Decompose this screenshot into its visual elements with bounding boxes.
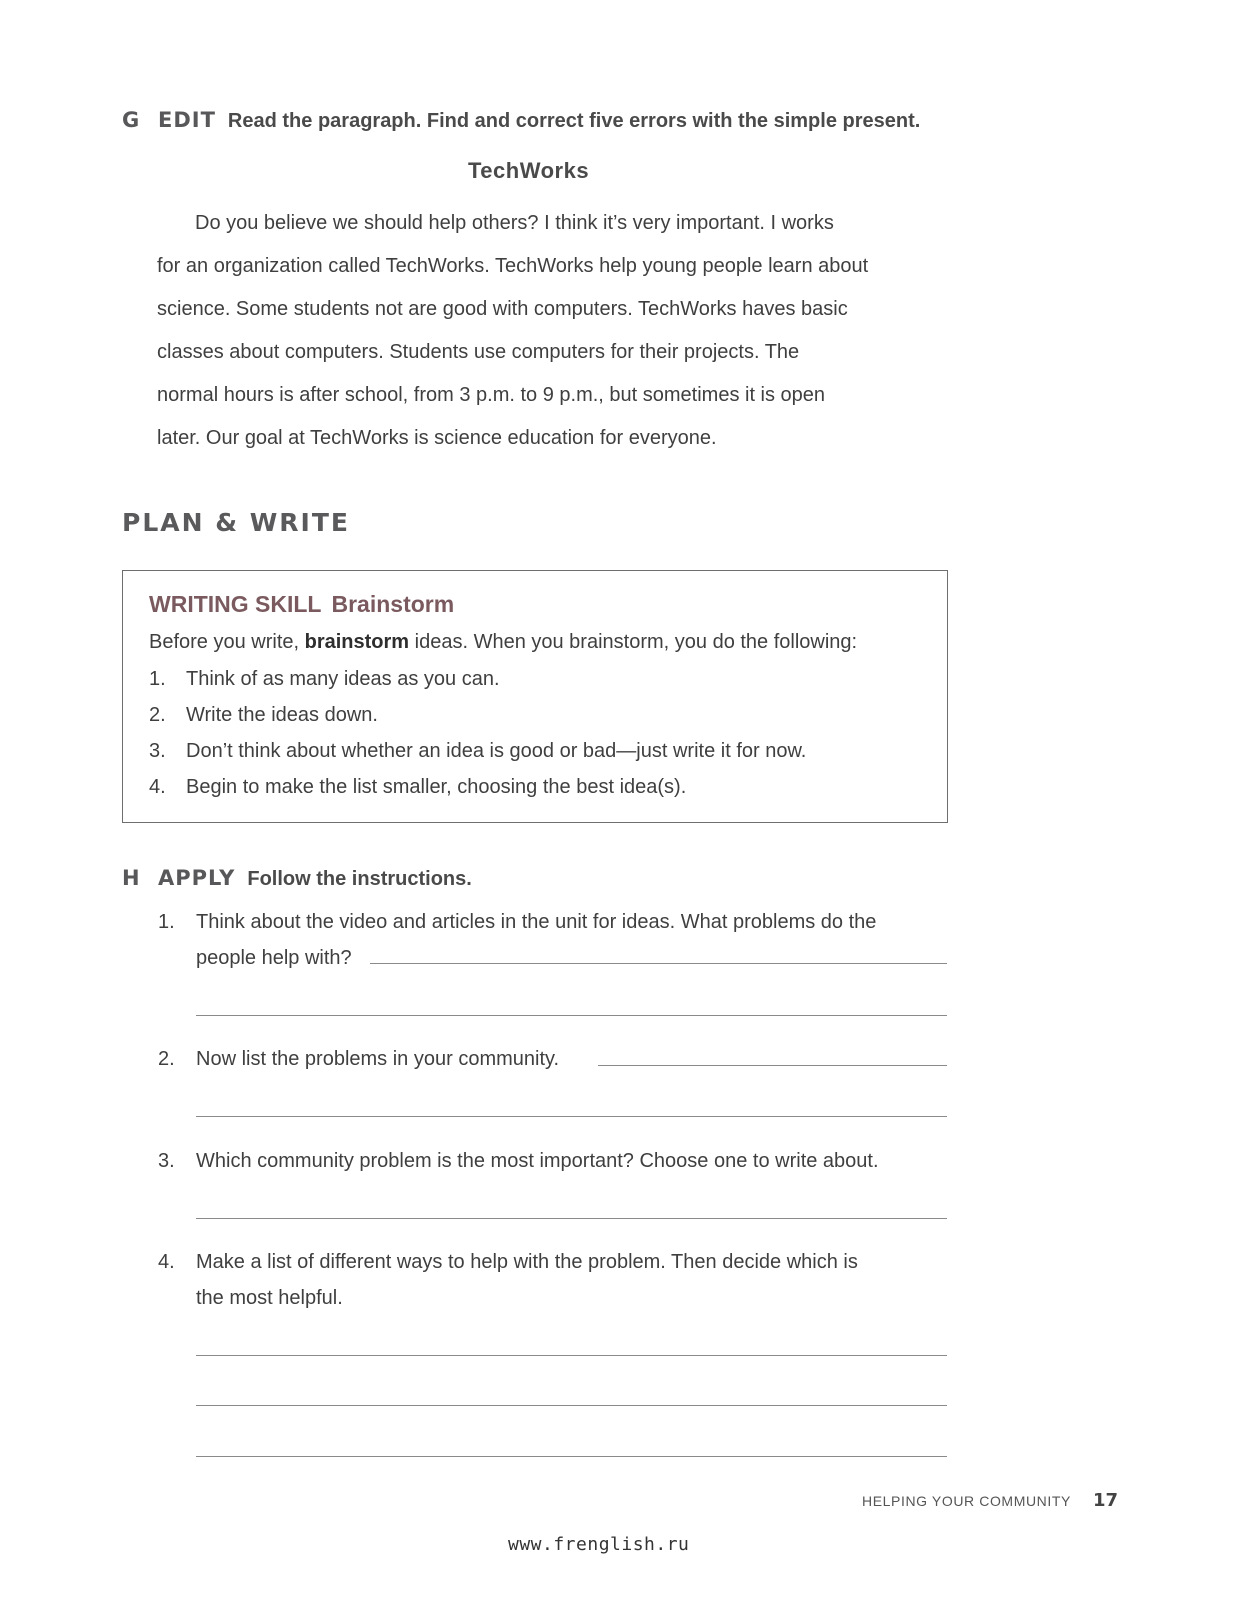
question-4 <box>158 1244 958 1324</box>
question-text: the most helpful. <box>196 1287 343 1309</box>
list-item <box>149 733 806 769</box>
question-text: Make a list of different ways to help with the problem. Then decide which is <box>196 1251 858 1273</box>
skill-topic: Brainstorm <box>331 591 455 617</box>
writing-skill-box <box>122 570 948 823</box>
question-number: 4. <box>158 1251 175 1273</box>
page-number: 17 <box>1092 1490 1119 1511</box>
skill-label: WRITING SKILL <box>149 591 322 617</box>
paragraph-line: Do you believe we should help others? I think it’s very important. I works <box>195 212 834 234</box>
list-item <box>149 661 806 697</box>
answer-line[interactable] <box>370 963 947 964</box>
intro-bold-term: brainstorm <box>304 631 410 653</box>
item-number: 1. <box>149 667 166 690</box>
question-2 <box>158 1041 958 1081</box>
intro-text: Before you write, <box>149 631 305 653</box>
question-number: 3. <box>158 1150 175 1172</box>
question-number: 2. <box>158 1048 175 1070</box>
list-item <box>149 769 806 805</box>
writing-skill-list <box>149 661 806 805</box>
exercise-g-header <box>122 108 920 133</box>
exercise-instruction: Follow the instructions. <box>247 868 472 890</box>
intro-text: ideas. When you brainstorm, you do the following: <box>409 631 858 653</box>
question-text: people help with? <box>196 947 352 969</box>
paragraph-line: later. Our goal at TechWorks is science education for everyone. <box>157 427 717 449</box>
exercise-letter: H <box>122 866 141 890</box>
answer-line[interactable] <box>196 1218 947 1219</box>
writing-skill-title <box>149 591 454 618</box>
answer-line[interactable] <box>196 1355 947 1356</box>
page-footer <box>862 1490 1118 1511</box>
exercise-letter: G <box>122 108 141 132</box>
answer-line[interactable] <box>196 1116 947 1117</box>
question-3 <box>158 1143 958 1183</box>
story-paragraph <box>157 202 917 460</box>
paragraph-line: normal hours is after school, from 3 p.m. to 9 p.m., but sometimes it is open <box>157 384 826 406</box>
story-title: TechWorks <box>468 158 590 183</box>
exercise-h-header <box>122 866 472 891</box>
footer-unit-title: HELPING YOUR COMMUNITY <box>862 1493 1071 1509</box>
item-number: 2. <box>149 703 166 726</box>
question-text: Think about the video and articles in the unit for ideas. What problems do the <box>196 911 877 933</box>
item-text: Write the ideas down. <box>186 703 378 726</box>
answer-line[interactable] <box>196 1405 947 1406</box>
question-text: Now list the problems in your community. <box>196 1048 560 1070</box>
question-text: Which community problem is the most important? Choose one to write about. <box>196 1150 879 1172</box>
item-text: Don’t think about whether an idea is good or bad—just write it for now. <box>186 739 807 762</box>
answer-line[interactable] <box>196 1015 947 1016</box>
paragraph-line: for an organization called TechWorks. TechWorks help young people learn about <box>157 255 869 277</box>
paragraph-line: science. Some students not are good with computers. TechWorks haves basic <box>157 298 848 320</box>
list-item <box>149 697 806 733</box>
item-text: Begin to make the list smaller, choosing the best idea(s). <box>186 775 687 798</box>
section-title: PLAN & WRITE <box>122 508 350 537</box>
item-number: 3. <box>149 739 166 762</box>
exercise-label: APPLY <box>158 866 236 890</box>
exercise-instruction: Read the paragraph. Find and correct five errors with the simple present. <box>227 110 921 132</box>
answer-line[interactable] <box>598 1065 947 1066</box>
answer-line[interactable] <box>196 1456 947 1457</box>
question-number: 1. <box>158 911 175 933</box>
watermark-url: www.frenglish.ru <box>508 1534 690 1555</box>
paragraph-line: classes about computers. Students use computers for their projects. The <box>157 341 800 363</box>
item-number: 4. <box>149 775 166 798</box>
writing-skill-intro <box>149 631 857 654</box>
question-1 <box>158 904 958 984</box>
exercise-label: EDIT <box>158 108 216 132</box>
item-text: Think of as many ideas as you can. <box>186 667 500 690</box>
